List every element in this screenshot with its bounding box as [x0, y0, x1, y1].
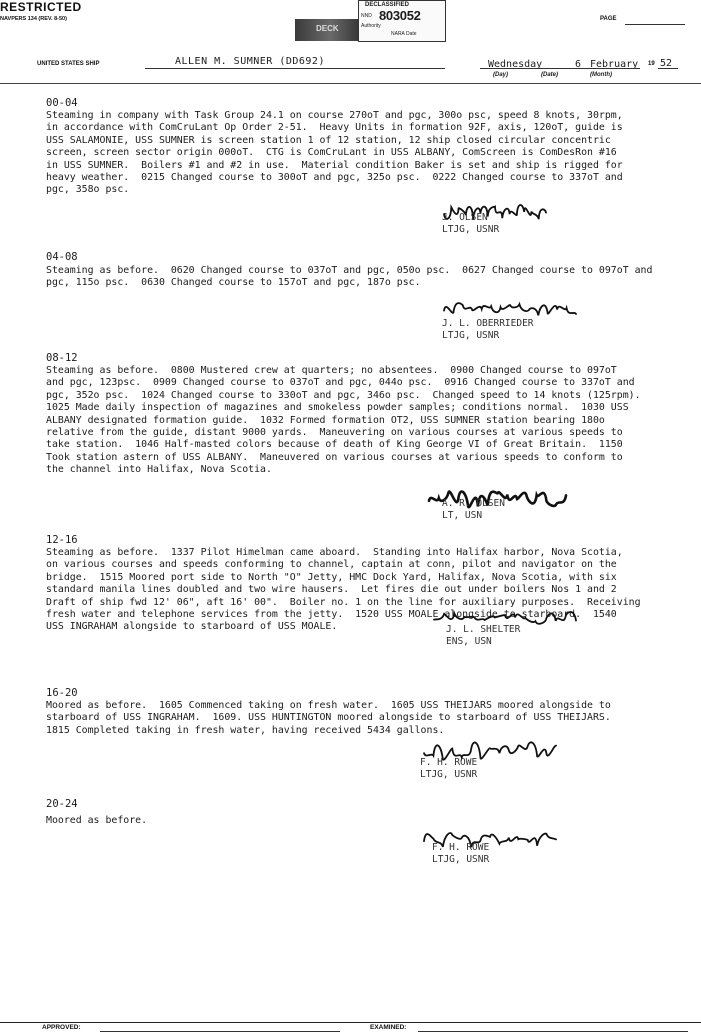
deck-tab-label: DECK	[316, 24, 339, 33]
log-entry-line: bridge. 1515 Moored port side to North "O" Jetty, HMC Dock Yard, Halifax, Nova Scotia, with six	[46, 571, 617, 583]
ship-label: UNITED STATES SHIP	[37, 61, 100, 67]
approved-label: APPROVED:	[42, 1024, 81, 1031]
year-line	[658, 68, 678, 69]
declassification-stamp	[358, 0, 446, 42]
log-entry-line: Steaming as before. 1337 Pilot Himelman came aboard. Standing into Halifax harbor, Nova Scotia,	[46, 547, 623, 558]
officer-name: A. R. OLSEN	[442, 498, 505, 509]
log-entry-line: on various courses and speeds conforming to channel, captain at conn, pilot and navigator on the	[46, 559, 617, 571]
officer-signature-block	[442, 212, 499, 236]
officer-signature-block	[420, 757, 477, 781]
log-entry-line: Steaming as before. 0800 Mustered crew at quarters; no absentees. 0900 Changed course to 097oT	[46, 365, 617, 376]
log-entry-line: USS SALAMONIE, USS SUMNER is screen station 1 of 12 station, 12 ship closed circular concentric	[46, 134, 611, 146]
footer-rule	[0, 1022, 701, 1023]
page-number-line	[625, 24, 685, 25]
officer-signature-block	[442, 498, 505, 522]
watch-period: 12-16	[46, 534, 78, 546]
log-entry-line: Draft of ship fwd 12' 06", aft 16' 00". Boiler no. 1 on the line for auxiliary purposes. Receiving	[46, 596, 641, 608]
log-entry-line: Moored as before. 1605 Commenced taking on fresh water. 1605 USS THEIJARS moored alongside to	[46, 700, 611, 711]
classification-label: RESTRICTED	[0, 0, 82, 14]
stamp-authority-number: 803052	[379, 8, 421, 23]
officer-rank: LT, USN	[442, 510, 483, 521]
log-entry-line: Moored as before.	[46, 815, 148, 826]
ship-name-line	[145, 68, 445, 69]
day-caption: (Day)	[493, 72, 509, 78]
officer-signature-block	[446, 624, 520, 648]
officer-rank: LTJG, USNR	[442, 330, 500, 341]
log-entry-line: Took station astern of USS ALBANY. Maneuvered on various courses at various speeds to conform to	[46, 451, 623, 463]
log-entry-line: ALBANY designated formation guide. 1032 Formed formation OT2, USS SUMNER station bearing 180o	[46, 414, 605, 426]
log-entry-line: pgc, 358o psc.	[46, 184, 130, 196]
log-entry-text	[46, 547, 696, 634]
stamp-declassified: DECLASSIFIED	[365, 2, 410, 8]
log-entry-line: pgc, 352o psc. 1024 Changed course to 330oT and pgc, 346o psc. Changed speed to 14 knots (125rpm).	[46, 389, 641, 401]
page-label: PAGE	[600, 16, 617, 22]
log-entry-line: take station. 1046 Half-masted colors because of death of King George VI of Great Britain. 1150	[46, 439, 623, 451]
watch-period: 20-24	[46, 798, 78, 810]
log-entry-line: fresh water and telephone services from the jetty. 1520 USS MOALE alongside to starboard. 1540	[46, 609, 617, 621]
officer-signature-block	[432, 842, 489, 866]
officer-name: J. OLSEN	[442, 212, 488, 223]
officer-name: F. H. ROWE	[432, 842, 490, 853]
log-entry-line: the channel into Halifax, Nova Scotia.	[46, 464, 272, 476]
log-entry-line: starboard of USS INGRAHAM. 1609. USS HUNTINGTON moored alongside to starboard of USS THEIJARS.	[46, 712, 611, 724]
watch-period: 04-08	[46, 251, 78, 263]
header-rule	[0, 83, 701, 84]
log-date: 6	[575, 59, 582, 70]
log-entry-line: pgc, 115o psc. 0630 Changed course to 157oT and pgc, 187o psc.	[46, 277, 421, 289]
officer-signature-block	[442, 318, 534, 342]
log-entry-line: 1815 Completed taking in fresh water, having received 5434 gallons.	[46, 724, 445, 736]
officer-rank: ENS, USN	[446, 636, 492, 647]
log-entry-text	[46, 265, 696, 290]
stamp-authority-label: Authority	[361, 23, 381, 29]
log-entry-line: standard manila lines doubled and two wire hausers. Let fires die out under boilers Nos 1 and 2	[46, 584, 617, 596]
date-line	[480, 68, 640, 69]
log-entry-text	[46, 365, 696, 477]
stamp-authority-prefix: NND	[361, 13, 372, 19]
stamp-nara-date: NARA Date	[391, 31, 417, 37]
log-month: February	[590, 59, 639, 70]
log-entry-line: Steaming in company with Task Group 24.1 on course 270oT and pgc, 300o psc, speed 8 knots, 30rpm,	[46, 110, 623, 121]
ship-name: ALLEN M. SUMNER (DD692)	[175, 56, 325, 67]
officer-rank: LTJG, USNR	[442, 224, 500, 235]
log-entry-line: heavy weather. 0215 Changed course to 300oT and pgc, 325o psc. 0222 Changed course to 337oT and	[46, 172, 623, 184]
year-prefix: 19	[648, 61, 655, 67]
log-entry-text	[46, 815, 696, 827]
approved-line	[100, 1031, 340, 1032]
log-entry-line: USS INGRAHAM alongside to starboard of USS MOALE.	[46, 621, 338, 633]
year-suffix: 52	[660, 58, 673, 69]
form-number: NAVPERS 134 (REV. 8-50)	[0, 16, 67, 22]
officer-name: J. L. SHELTER	[446, 624, 521, 635]
log-entry-text	[46, 700, 696, 737]
examined-label: EXAMINED:	[370, 1024, 407, 1031]
log-entry-text	[46, 110, 696, 197]
watch-period: 08-12	[46, 352, 78, 364]
month-caption: (Month)	[590, 72, 612, 78]
date-caption: (Date)	[541, 72, 559, 78]
log-entry-line: 1025 Made daily inspection of magazines and smokeless powder samples; conditions normal. 1030 USS	[46, 402, 629, 414]
log-entry-line: Steaming as before. 0620 Changed course to 037oT and pgc, 050o psc. 0627 Changed course to 097oT and	[46, 265, 653, 276]
officer-name: F. H. ROWE	[420, 757, 478, 768]
watch-period: 16-20	[46, 687, 78, 699]
log-day: Wednesday	[488, 59, 543, 70]
watch-period: 00-04	[46, 97, 78, 109]
examined-line	[418, 1031, 688, 1032]
log-entry-line: in accordance with ComCruLant Op Order 2-51. Heavy Units in formation 92F, axis, 120oT, guide is	[46, 122, 623, 134]
log-entry-line: relative from the guide, distant 9000 yards. Maneuvering on various courses at various speeds to	[46, 427, 623, 439]
log-entry-line: in USS SUMNER. Boilers #1 and #2 in use. Material condition Baker is set and ship is rigged for	[46, 159, 623, 171]
officer-rank: LTJG, USNR	[420, 769, 478, 780]
officer-rank: LTJG, USNR	[432, 854, 490, 865]
officer-name: J. L. OBERRIEDER	[442, 318, 534, 329]
log-entry-line: and pgc, 123psc. 0909 Changed course to 037oT and pgc, 044o psc. 0916 Changed course to 337oT and	[46, 377, 635, 389]
log-entry-line: screen, screen sector origin 000oT. CTG is ComCruLant in USS ALBANY, ComScreen is ComDesRon #16	[46, 147, 617, 159]
